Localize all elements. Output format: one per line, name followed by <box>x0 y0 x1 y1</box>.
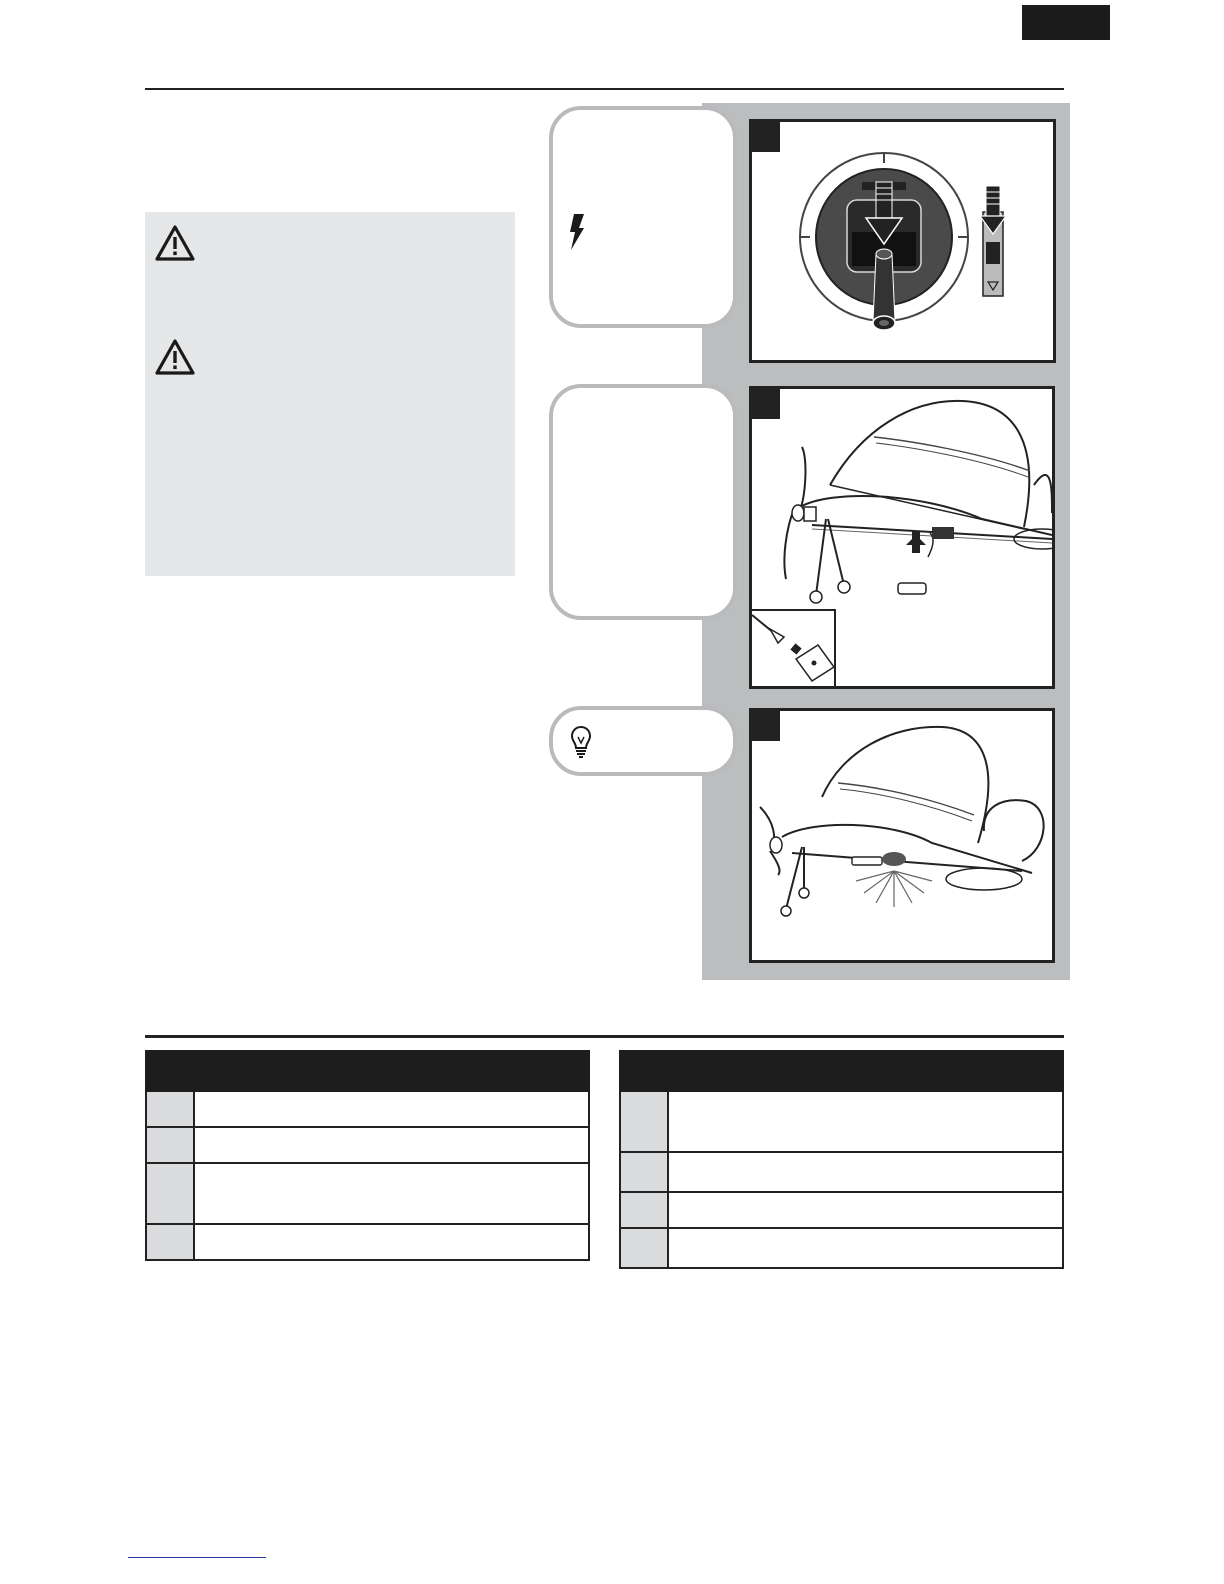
table-cell <box>194 1224 589 1260</box>
table-row <box>620 1091 1063 1152</box>
footer-link-underline[interactable] <box>128 1557 266 1558</box>
left-table <box>145 1050 590 1261</box>
table-header-row <box>146 1051 589 1091</box>
warning-icon <box>155 224 195 262</box>
table-index-cell <box>620 1091 668 1152</box>
warning-icon <box>155 338 195 376</box>
table-header-cell <box>146 1051 194 1091</box>
callout-tip <box>549 706 737 776</box>
table-row <box>146 1091 589 1127</box>
language-tab <box>1022 5 1110 40</box>
section-rule-middle <box>145 1035 1064 1038</box>
connector-inset <box>752 609 836 686</box>
table-header-cell <box>194 1051 589 1091</box>
table-row <box>146 1224 589 1260</box>
table-cell <box>194 1163 589 1224</box>
table-index-cell <box>146 1127 194 1163</box>
callout-note <box>549 106 737 328</box>
table-cell <box>668 1152 1063 1192</box>
table-row <box>620 1228 1063 1268</box>
table-index-cell <box>620 1152 668 1192</box>
table-header-cell <box>668 1051 1063 1091</box>
figure-battery-connection <box>749 386 1055 689</box>
transmitter-stick-illustration <box>752 122 1053 360</box>
connector-detail-illustration <box>752 611 834 686</box>
warning-box <box>145 212 515 576</box>
table-row <box>620 1152 1063 1192</box>
aircraft-led-illustration <box>752 711 1052 960</box>
lightning-bolt-icon <box>569 214 585 250</box>
table-row <box>146 1127 589 1163</box>
table-index-cell <box>620 1192 668 1228</box>
table-row <box>620 1192 1063 1228</box>
callout-step-2 <box>549 384 737 620</box>
table-cell <box>668 1091 1063 1152</box>
table-index-cell <box>146 1224 194 1260</box>
table-header-cell <box>620 1051 668 1091</box>
table-cell <box>194 1091 589 1127</box>
table-cell <box>668 1228 1063 1268</box>
section-rule-top <box>145 88 1064 90</box>
table-cell <box>194 1127 589 1163</box>
table-header-row <box>620 1051 1063 1091</box>
table-row <box>146 1163 589 1224</box>
table-index-cell <box>620 1228 668 1268</box>
figure-led-indicator <box>749 708 1055 963</box>
light-bulb-icon <box>570 725 592 759</box>
table-index-cell <box>146 1163 194 1224</box>
right-table <box>619 1050 1064 1269</box>
table-cell <box>668 1192 1063 1228</box>
table-index-cell <box>146 1091 194 1127</box>
figure-throttle-stick <box>749 119 1056 363</box>
